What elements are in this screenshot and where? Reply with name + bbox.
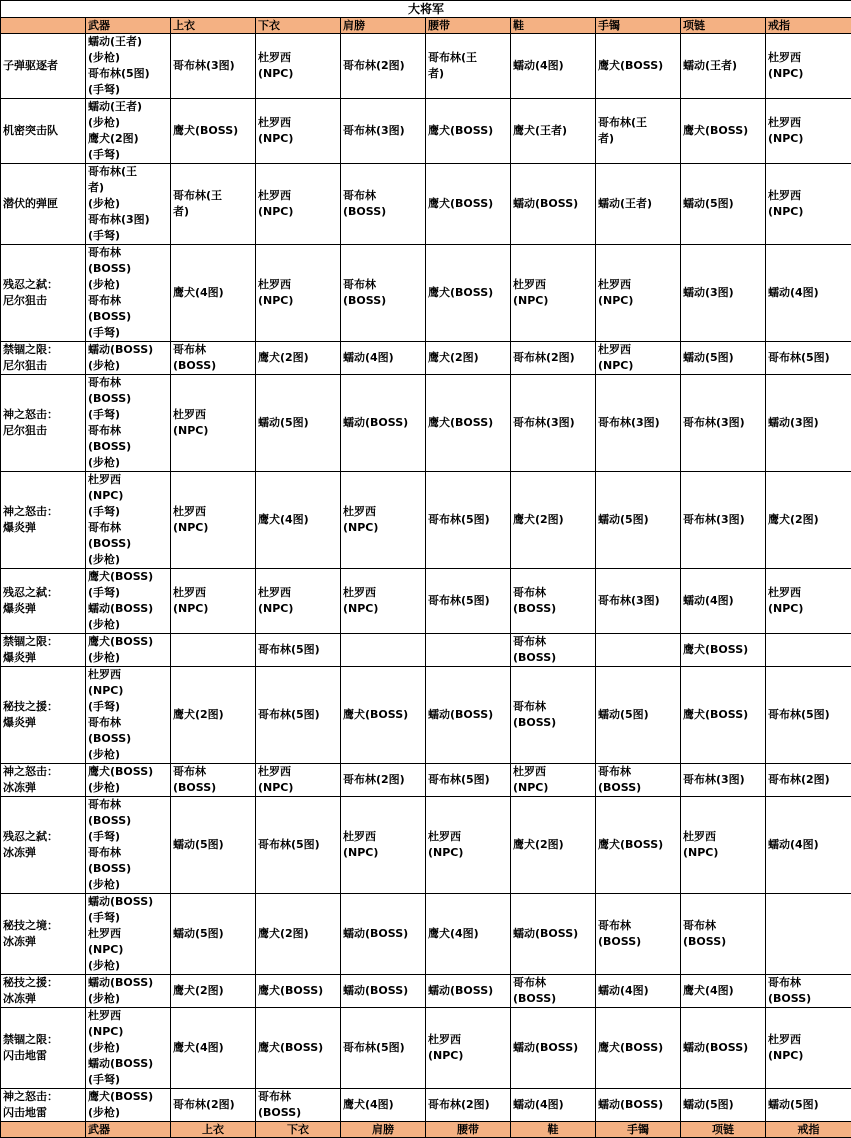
table-title: 大将军 <box>1 1 851 18</box>
table-cell: 蠕动(4图) <box>596 975 681 1008</box>
table-row <box>1 667 851 764</box>
table-cell: 哥布林(2图) <box>341 764 426 797</box>
table-cell: 鹰犬(4图) <box>171 245 256 342</box>
row-label: 潜伏的弹匣 <box>1 164 86 245</box>
table-cell: 哥布林 (BOSS) <box>256 1089 341 1122</box>
row-label: 神之怒击： 尼尔狙击 <box>1 375 86 472</box>
table-cell: 鹰犬(4图) <box>171 1008 256 1089</box>
table-row <box>1 634 851 667</box>
table-cell: 蠕动(王者) <box>681 34 766 99</box>
table-cell: 鹰犬(4图) <box>341 1089 426 1122</box>
row-label: 禁锢之限： 爆炎弹 <box>1 634 86 667</box>
table-cell: 蠕动(5图) <box>256 375 341 472</box>
header-row-bottom <box>1 1122 851 1138</box>
table-row <box>1 99 851 164</box>
row-label: 残忍之弑： 爆炎弹 <box>1 569 86 634</box>
table-cell: 杜罗西 (NPC) <box>596 342 681 375</box>
table-cell: 鹰犬(2图) <box>256 894 341 975</box>
row-label: 秘技之境： 冰冻弹 <box>1 894 86 975</box>
table-cell: 鹰犬(4图) <box>681 975 766 1008</box>
table-cell: 鹰犬(BOSS) <box>681 99 766 164</box>
table-cell: 哥布林(王 者) <box>171 164 256 245</box>
table-cell: 蠕动(BOSS) <box>341 975 426 1008</box>
table-cell: 蠕动(4图) <box>511 1089 596 1122</box>
table-cell: 哥布林(5图) <box>426 472 511 569</box>
table-cell: 哥布林 (BOSS) <box>511 975 596 1008</box>
table-cell: 蠕动(5图) <box>766 1089 851 1122</box>
table-cell: 鹰犬(BOSS) <box>256 975 341 1008</box>
table-cell: 哥布林(2图) <box>766 764 851 797</box>
table-cell <box>171 634 256 667</box>
footer-ring: 戒指 <box>766 1122 851 1138</box>
table-cell <box>426 634 511 667</box>
table-cell: 蠕动(BOSS) <box>511 164 596 245</box>
table-row <box>1 164 851 245</box>
table-cell: 鹰犬(BOSS) <box>256 1008 341 1089</box>
table-cell: 鹰犬(BOSS) <box>596 1008 681 1089</box>
table-cell: 蠕动(BOSS) <box>596 1089 681 1122</box>
table-row <box>1 1089 851 1122</box>
table-cell: 蠕动(王者) (步枪) 鹰犬(2图) (手弩) <box>86 99 171 164</box>
row-label: 残忍之弑： 尼尔狙击 <box>1 245 86 342</box>
table-cell: 哥布林(3图) <box>681 375 766 472</box>
table-cell <box>596 634 681 667</box>
row-label: 机密突击队 <box>1 99 86 164</box>
table-cell: 哥布林(王 者) <box>596 99 681 164</box>
table-cell: 蠕动(5图) <box>681 1089 766 1122</box>
title-row <box>1 1 851 18</box>
header-corner <box>1 18 86 34</box>
table-cell: 哥布林 (BOSS) <box>171 764 256 797</box>
table-cell: 蠕动(5图) <box>171 797 256 894</box>
table-cell: 哥布林 (BOSS) <box>511 634 596 667</box>
table-cell: 杜罗西 (NPC) <box>596 245 681 342</box>
table-cell: 杜罗西 (NPC) <box>341 472 426 569</box>
footer-corner <box>1 1122 86 1138</box>
header-row-top <box>1 18 851 34</box>
table-cell: 杜罗西 (NPC) <box>766 1008 851 1089</box>
row-label: 禁锢之限： 闪击地雷 <box>1 1008 86 1089</box>
table-cell: 蠕动(4图) <box>681 569 766 634</box>
table-cell: 鹰犬(BOSS) <box>681 634 766 667</box>
footer-necklace: 项链 <box>681 1122 766 1138</box>
table-cell: 哥布林(3图) <box>681 764 766 797</box>
table-cell: 哥布林(5图) <box>256 634 341 667</box>
table-row <box>1 569 851 634</box>
table-cell: 蠕动(BOSS) <box>426 667 511 764</box>
table-cell: 蠕动(4图) <box>766 245 851 342</box>
table-cell: 哥布林(3图) <box>596 375 681 472</box>
table-cell: 蠕动(BOSS) <box>681 1008 766 1089</box>
table-cell: 鹰犬(2图) <box>256 342 341 375</box>
table-cell: 哥布林 (BOSS) (步枪) 哥布林 (BOSS) (手弩) <box>86 245 171 342</box>
row-label: 神之怒击： 冰冻弹 <box>1 764 86 797</box>
header-bracelet: 手镯 <box>596 18 681 34</box>
table-cell: 鹰犬(BOSS) (步枪) <box>86 634 171 667</box>
header-shoes: 鞋 <box>511 18 596 34</box>
table-cell: 蠕动(5图) <box>681 164 766 245</box>
table-cell: 鹰犬(BOSS) <box>171 99 256 164</box>
table-cell: 杜罗西 (NPC) <box>341 569 426 634</box>
table-cell: 哥布林(3图) <box>511 375 596 472</box>
table-cell: 哥布林 (BOSS) <box>341 164 426 245</box>
table-cell: 杜罗西 (NPC) <box>256 99 341 164</box>
row-label: 禁锢之限： 尼尔狙击 <box>1 342 86 375</box>
table-cell: 哥布林 (BOSS) <box>171 342 256 375</box>
table-cell: 杜罗西 (NPC) (手弩) 哥布林 (BOSS) (步枪) <box>86 667 171 764</box>
table-row <box>1 245 851 342</box>
header-ring: 戒指 <box>766 18 851 34</box>
table-cell: 杜罗西 (NPC) <box>766 569 851 634</box>
table-row <box>1 764 851 797</box>
table-row <box>1 342 851 375</box>
table-cell: 鹰犬(2图) <box>171 667 256 764</box>
table-cell: 蠕动(BOSS) (步枪) <box>86 342 171 375</box>
table-cell: 哥布林(王 者) <box>426 34 511 99</box>
table-cell: 哥布林(2图) <box>341 34 426 99</box>
table-cell: 哥布林(5图) <box>256 797 341 894</box>
footer-weapon: 武器 <box>86 1122 171 1138</box>
header-necklace: 项链 <box>681 18 766 34</box>
table-cell: 蠕动(BOSS) <box>426 975 511 1008</box>
row-label: 残忍之弑： 冰冻弹 <box>1 797 86 894</box>
table-cell: 哥布林(2图) <box>171 1089 256 1122</box>
table-cell: 鹰犬(BOSS) (步枪) <box>86 1089 171 1122</box>
table-cell: 蠕动(4图) <box>341 342 426 375</box>
table-row <box>1 34 851 99</box>
table-cell: 鹰犬(BOSS) <box>426 375 511 472</box>
table-cell: 鹰犬(2图) <box>766 472 851 569</box>
table-cell: 蠕动(5图) <box>596 472 681 569</box>
table-cell: 哥布林(3图) <box>596 569 681 634</box>
table-row <box>1 975 851 1008</box>
table-cell: 鹰犬(BOSS) <box>426 99 511 164</box>
table-cell: 杜罗西 (NPC) <box>256 164 341 245</box>
table-cell: 蠕动(BOSS) (步枪) <box>86 975 171 1008</box>
table-cell: 杜罗西 (NPC) <box>426 797 511 894</box>
table-cell: 哥布林(5图) <box>766 342 851 375</box>
table-cell: 哥布林(2图) <box>511 342 596 375</box>
table-cell: 鹰犬(BOSS) <box>426 164 511 245</box>
header-weapon: 武器 <box>86 18 171 34</box>
table-cell: 杜罗西 (NPC) <box>256 34 341 99</box>
table-row <box>1 894 851 975</box>
table-cell: 杜罗西 (NPC) (步枪) 蠕动(BOSS) (手弩) <box>86 1008 171 1089</box>
header-bottom-wear: 下衣 <box>256 18 341 34</box>
table-cell: 蠕动(王者) (步枪) 哥布林(5图) (手弩) <box>86 34 171 99</box>
table-cell: 杜罗西 (NPC) <box>766 34 851 99</box>
table-cell: 哥布林(2图) <box>426 1089 511 1122</box>
table-cell: 鹰犬(BOSS) <box>681 667 766 764</box>
table-cell: 蠕动(BOSS) <box>511 1008 596 1089</box>
table-cell: 蠕动(4图) <box>511 34 596 99</box>
table-cell: 哥布林(3图) <box>681 472 766 569</box>
header-belt: 腰带 <box>426 18 511 34</box>
table-cell: 蠕动(5图) <box>681 342 766 375</box>
table-row <box>1 472 851 569</box>
table-cell: 杜罗西 (NPC) <box>341 797 426 894</box>
table-cell: 哥布林(5图) <box>426 569 511 634</box>
table-cell: 鹰犬(2图) <box>511 797 596 894</box>
table-cell: 哥布林(3图) <box>341 99 426 164</box>
table-cell: 哥布林(5图) <box>766 667 851 764</box>
table-cell: 鹰犬(BOSS) <box>426 245 511 342</box>
table-cell: 杜罗西 (NPC) <box>256 569 341 634</box>
table-cell: 哥布林 (BOSS) <box>596 764 681 797</box>
table-cell: 蠕动(5图) <box>171 894 256 975</box>
table-row <box>1 797 851 894</box>
footer-shoulder: 肩膀 <box>341 1122 426 1138</box>
table-cell: 哥布林(5图) <box>426 764 511 797</box>
table-cell: 鹰犬(2图) <box>511 472 596 569</box>
table-cell: 杜罗西 (NPC) <box>171 472 256 569</box>
table-cell: 鹰犬(BOSS) <box>596 797 681 894</box>
row-label: 秘技之援： 冰冻弹 <box>1 975 86 1008</box>
table-cell: 鹰犬(BOSS) (手弩) 蠕动(BOSS) (步枪) <box>86 569 171 634</box>
table-cell: 哥布林(5图) <box>341 1008 426 1089</box>
table-cell: 蠕动(3图) <box>766 375 851 472</box>
table-cell: 杜罗西 (NPC) (手弩) 哥布林 (BOSS) (步枪) <box>86 472 171 569</box>
table-cell: 哥布林 (BOSS) <box>596 894 681 975</box>
table-cell <box>766 634 851 667</box>
table-cell: 哥布林(3图) <box>171 34 256 99</box>
footer-bracelet: 手镯 <box>596 1122 681 1138</box>
table-cell: 鹰犬(2图) <box>171 975 256 1008</box>
table-cell: 杜罗西 (NPC) <box>511 764 596 797</box>
table-cell: 哥布林 (BOSS) (手弩) 哥布林 (BOSS) (步枪) <box>86 375 171 472</box>
table-cell: 杜罗西 (NPC) <box>766 164 851 245</box>
table-cell: 哥布林 (BOSS) (手弩) 哥布林 (BOSS) (步枪) <box>86 797 171 894</box>
table-cell: 蠕动(BOSS) <box>341 375 426 472</box>
footer-belt: 腰带 <box>426 1122 511 1138</box>
table-row <box>1 375 851 472</box>
table-cell: 杜罗西 (NPC) <box>256 764 341 797</box>
table-cell: 鹰犬(BOSS) (步枪) <box>86 764 171 797</box>
header-shoulder: 肩膀 <box>341 18 426 34</box>
header-top-wear: 上衣 <box>171 18 256 34</box>
table-cell: 杜罗西 (NPC) <box>681 797 766 894</box>
footer-bottom-wear: 下衣 <box>256 1122 341 1138</box>
table-cell: 鹰犬(BOSS) <box>596 34 681 99</box>
table-cell: 蠕动(4图) <box>766 797 851 894</box>
table-body <box>1 34 851 1122</box>
row-label: 秘技之援： 爆炎弹 <box>1 667 86 764</box>
table-cell: 杜罗西 (NPC) <box>171 569 256 634</box>
row-label: 神之怒击： 爆炎弹 <box>1 472 86 569</box>
table-cell: 哥布林 (BOSS) <box>511 569 596 634</box>
table-cell: 鹰犬(BOSS) <box>341 667 426 764</box>
table-cell: 鹰犬(王者) <box>511 99 596 164</box>
table-cell: 蠕动(BOSS) (手弩) 杜罗西 (NPC) (步枪) <box>86 894 171 975</box>
table-cell: 杜罗西 (NPC) <box>426 1008 511 1089</box>
table-cell: 哥布林 (BOSS) <box>341 245 426 342</box>
table-cell: 哥布林(王 者) (步枪) 哥布林(3图) (手弩) <box>86 164 171 245</box>
table-cell: 鹰犬(4图) <box>256 472 341 569</box>
table-cell: 蠕动(5图) <box>596 667 681 764</box>
table-cell: 哥布林 (BOSS) <box>766 975 851 1008</box>
table-cell: 蠕动(王者) <box>596 164 681 245</box>
table-cell: 鹰犬(4图) <box>426 894 511 975</box>
row-label: 子弹驱逐者 <box>1 34 86 99</box>
table-cell <box>766 894 851 975</box>
table-cell: 哥布林 (BOSS) <box>681 894 766 975</box>
table-cell: 蠕动(BOSS) <box>341 894 426 975</box>
table-cell: 哥布林 (BOSS) <box>511 667 596 764</box>
footer-top-wear: 上衣 <box>171 1122 256 1138</box>
row-label: 神之怒击： 闪击地雷 <box>1 1089 86 1122</box>
table-cell: 蠕动(3图) <box>681 245 766 342</box>
table-row <box>1 1008 851 1089</box>
table-cell: 杜罗西 (NPC) <box>256 245 341 342</box>
table-cell <box>341 634 426 667</box>
table-cell: 杜罗西 (NPC) <box>171 375 256 472</box>
table-cell: 鹰犬(2图) <box>426 342 511 375</box>
footer-shoes: 鞋 <box>511 1122 596 1138</box>
table-cell: 蠕动(BOSS) <box>511 894 596 975</box>
table-cell: 杜罗西 (NPC) <box>511 245 596 342</box>
table-cell: 哥布林(5图) <box>256 667 341 764</box>
table-cell: 杜罗西 (NPC) <box>766 99 851 164</box>
